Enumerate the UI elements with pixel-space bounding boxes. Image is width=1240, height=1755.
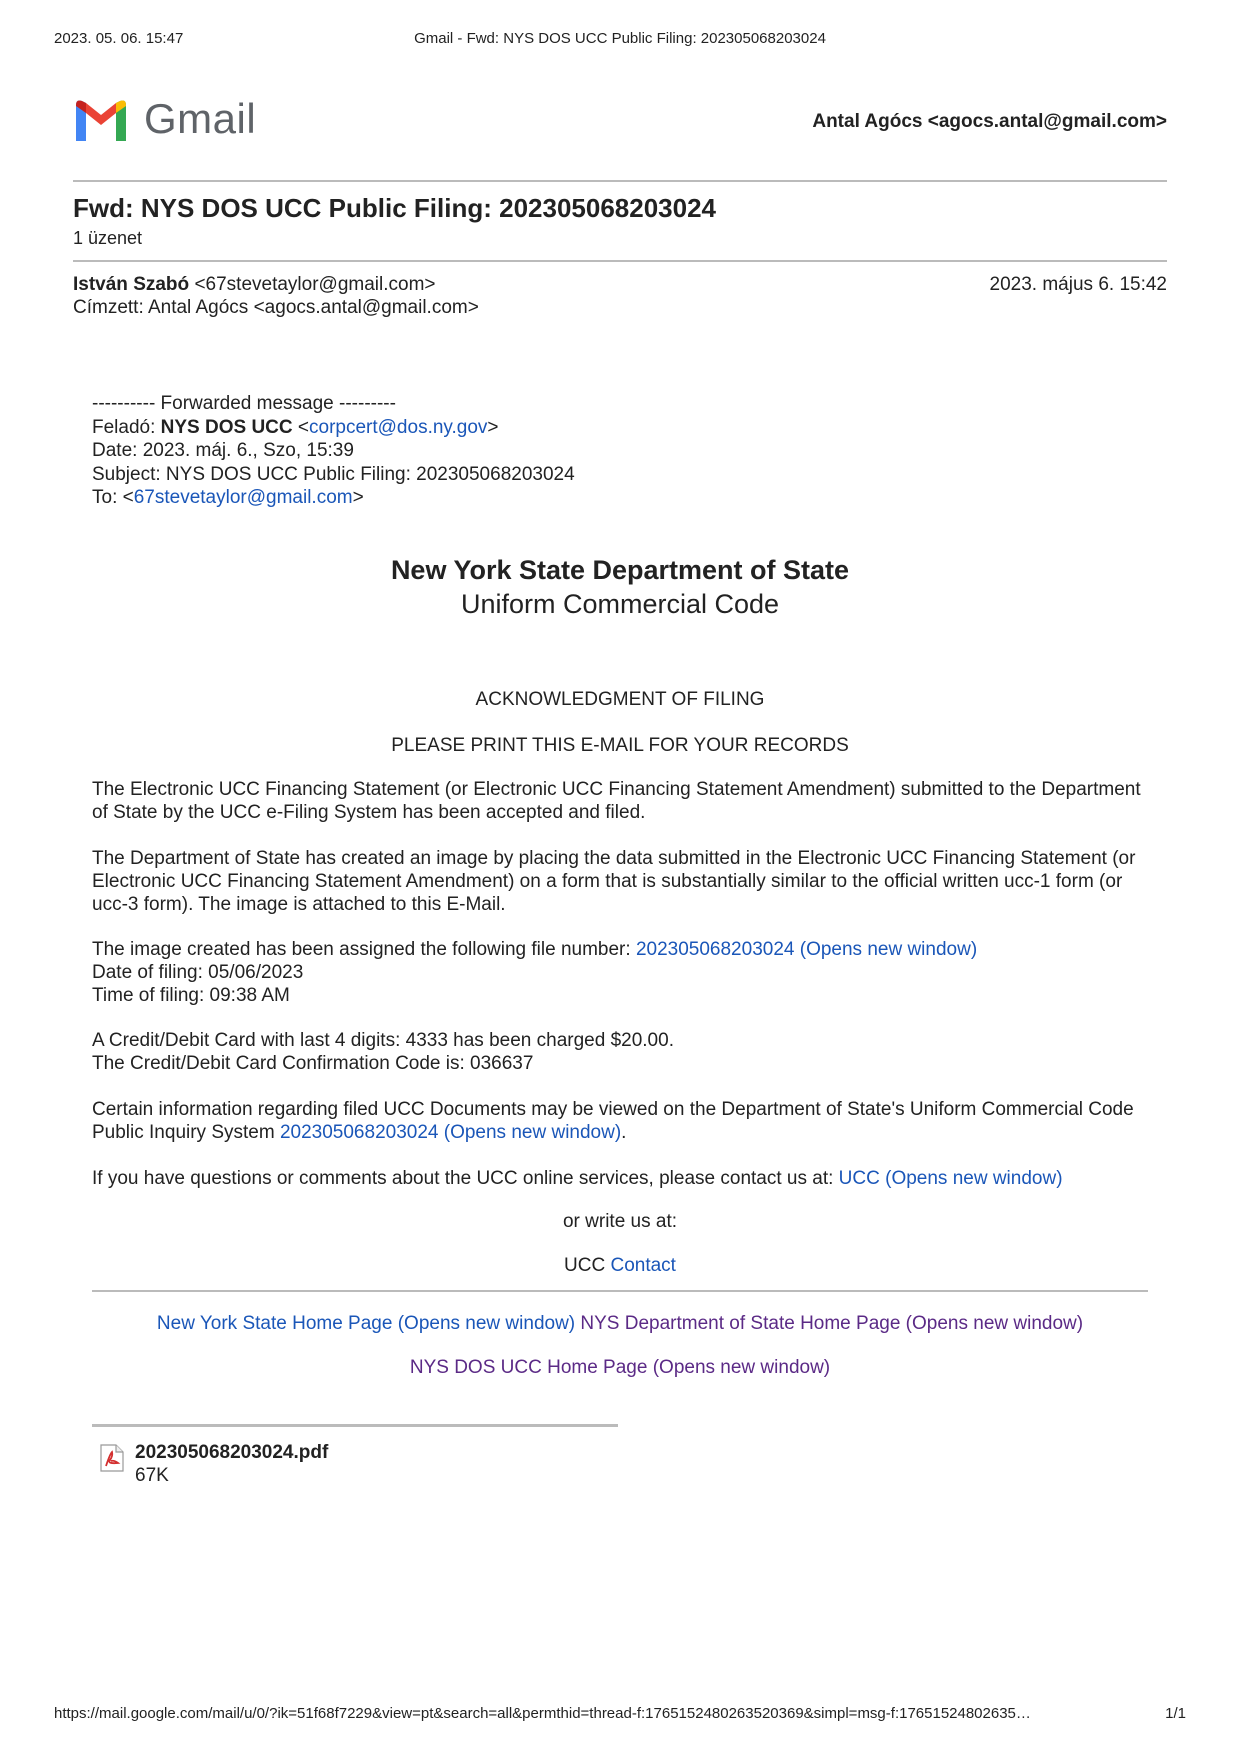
print-url: https://mail.google.com/mail/u/0/?ik=51f68f7229&view=pt&search=all&permthid=thread-f:1765152480263520369&simpl=msg-f:17651524802635… — [54, 1705, 1031, 1722]
recipient-line: Címzett: Antal Agócs <agocs.antal@gmail.com> — [73, 297, 479, 318]
forward-from-name: NYS DOS UCC — [160, 416, 293, 438]
forward-from: Feladó: NYS DOS UCC <corpcert@dos.ny.gov> — [92, 416, 499, 438]
message-count: 1 üzenet — [73, 228, 143, 248]
forward-to: To: <67stevetaylor@gmail.com> — [92, 487, 364, 508]
write-us-label: or write us at: — [562, 1211, 678, 1232]
attachment-filename[interactable]: 202305068203024.pdf — [135, 1442, 329, 1463]
print-title: Gmail - Fwd: NYS DOS UCC Public Filing: 202305068203024 — [414, 30, 826, 47]
forward-to-email-link[interactable]: 67stevetaylor@gmail.com — [133, 487, 353, 508]
subject-divider — [73, 260, 1167, 262]
org-title: New York State Department of State — [390, 555, 850, 585]
accepted-paragraph: The Electronic UCC Financing Statement (or Electronic UCC Financing Statement Amendment) submitted to the Department of State by the UCC e-Filing System has been accepted and filed. — [92, 779, 1141, 823]
inquiry-paragraph: Certain information regarding filed UCC Documents may be viewed on the Department of State's Uniform Commercial Code Public Inquiry System 202305068203024 (Opens new window). — [92, 1099, 1134, 1143]
gmail-logo — [72, 94, 256, 144]
ucc-contact-link[interactable]: UCC (Opens new window) — [838, 1168, 1063, 1189]
footer-links — [92, 1313, 1148, 1335]
attachment-divider — [92, 1424, 618, 1427]
file-number-paragraph: The image created has been assigned the following file number: 202305068203024 (Opens new window) Date of filing: 05/06/2023 Time of filing: 09:38 AM — [92, 938, 1148, 1007]
sender-name: István Szabó — [73, 274, 190, 295]
sender-email: <67stevetaylor@gmail.com> — [194, 274, 436, 295]
thread-subject: Fwd: NYS DOS UCC Public Filing: 202305068203024 — [73, 193, 717, 223]
attachment-size: 67K — [135, 1465, 169, 1486]
print-notice: PLEASE PRINT THIS E-MAIL FOR YOUR RECORDS — [391, 735, 849, 756]
header-divider — [73, 180, 1167, 182]
inquiry-link[interactable]: 202305068203024 (Opens new window) — [279, 1122, 622, 1143]
date-of-filing: Date of filing: 05/06/2023 — [92, 962, 304, 983]
confirmation-line: The Credit/Debit Card Confirmation Code is: 036637 — [92, 1053, 534, 1074]
ucc-home-link[interactable]: NYS DOS UCC Home Page (Opens new window) — [409, 1357, 831, 1378]
account-label: Antal Agócs <agocs.antal@gmail.com> — [812, 111, 1167, 132]
payment-paragraph — [92, 1029, 1148, 1075]
footer-links-2 — [92, 1357, 1148, 1379]
contact-link[interactable]: Contact — [610, 1255, 676, 1276]
file-number-link[interactable]: 202305068203024 (Opens new window) — [635, 939, 978, 960]
page-number: 1/1 — [1165, 1705, 1186, 1722]
forward-date: Date: 2023. máj. 6., Szo, 15:39 — [92, 440, 354, 461]
forward-from-email-link[interactable]: corpcert@dos.ny.gov — [309, 416, 488, 438]
dos-home-link[interactable]: NYS Department of State Home Page (Opens new window) — [580, 1313, 1084, 1334]
message-date: 2023. május 6. 15:42 — [989, 274, 1167, 295]
print-footer — [54, 1705, 1186, 1725]
ucc-contact-line: UCC Contact — [564, 1255, 676, 1276]
forward-subject: Subject: NYS DOS UCC Public Filing: 202305068203024 — [92, 463, 575, 485]
image-paragraph: The Department of State has created an image by placing the data submitted in the Electronic UCC Financing Statement (or Electronic UCC Financing Statement Amendment) on a form that is substantially similar to the official written ucc-1 form (or ucc-3 form). The image is attached to this E-Mail. — [92, 848, 1136, 915]
footer-divider — [92, 1290, 1148, 1292]
org-subtitle: Uniform Commercial Code — [460, 589, 780, 619]
print-header — [54, 30, 1186, 50]
charge-line: A Credit/Debit Card with last 4 digits: 4333 has been charged $20.00. — [92, 1030, 674, 1051]
print-timestamp: 2023. 05. 06. 15:47 — [54, 30, 184, 47]
contact-paragraph: If you have questions or comments about the UCC online services, please contact us at: UCC (Opens new window) — [92, 1168, 1063, 1189]
forward-separator: ---------- Forwarded message --------- — [92, 393, 396, 414]
gmail-wordmark: Gmail — [144, 95, 257, 142]
time-of-filing: Time of filing: 09:38 AM — [92, 985, 290, 1006]
nys-home-link[interactable]: New York State Home Page (Opens new window) — [156, 1313, 576, 1334]
forwarded-header — [92, 392, 575, 510]
pdf-icon[interactable] — [100, 1444, 124, 1472]
gmail-m-icon — [72, 97, 130, 141]
ack-heading: ACKNOWLEDGMENT OF FILING — [475, 689, 765, 710]
sender-line — [73, 274, 436, 296]
